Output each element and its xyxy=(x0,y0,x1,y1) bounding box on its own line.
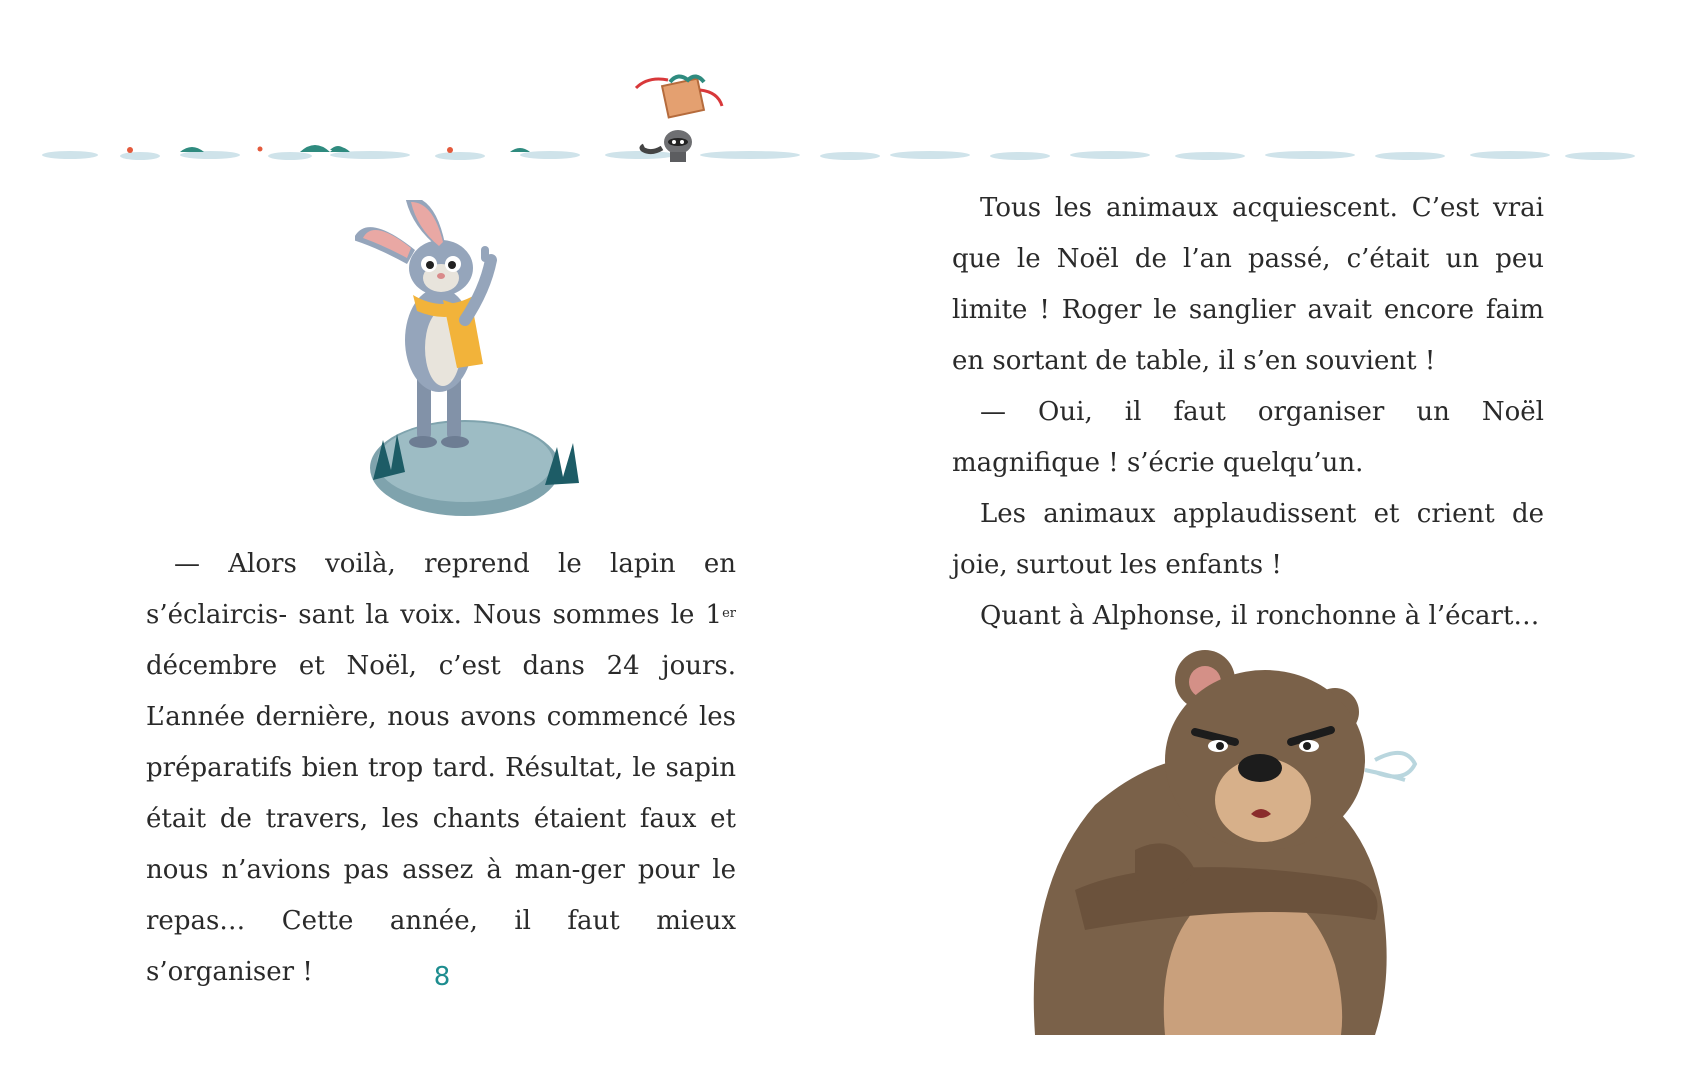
right-paragraph-1: Tous les animaux acquiescent. C’est vrai que le Noël de l’an passé, c’était un peu limite ! Roger le sanglier avait encore faim en sortant de table, il s’en souvient ! xyxy=(952,193,1544,376)
page-number: 8 xyxy=(433,962,451,992)
right-paragraph-3: Les animaux applaudissent et crient de joie, surtout les enfants ! xyxy=(952,499,1544,580)
bear-illustration-icon xyxy=(1015,650,1455,1035)
snowy-border-icon xyxy=(30,60,1660,180)
rabbit-illustration-icon xyxy=(355,200,595,530)
right-paragraph-4: Quant à Alphonse, il ronchonne à l’écart… xyxy=(980,601,1540,631)
left-paragraph: — Alors voilà, reprend le lapin en s’éclaircis- sant la voix. Nous sommes le 1er décembre et Noël, c’est dans 24 jours. L’année dernière, nous avons commencé les préparatifs bien trop tard. Résultat, le sapin était de travers, les chants étaient faux et nous n’avions pas assez à man-ger pour le repas… Cette année, il faut mieux s’organiser ! xyxy=(146,549,737,987)
right-page-text xyxy=(952,183,1544,642)
left-page-text xyxy=(146,539,736,998)
right-paragraph-2: — Oui, il faut organiser un Noël magnifique ! s’écrie quelqu’un. xyxy=(952,397,1544,478)
